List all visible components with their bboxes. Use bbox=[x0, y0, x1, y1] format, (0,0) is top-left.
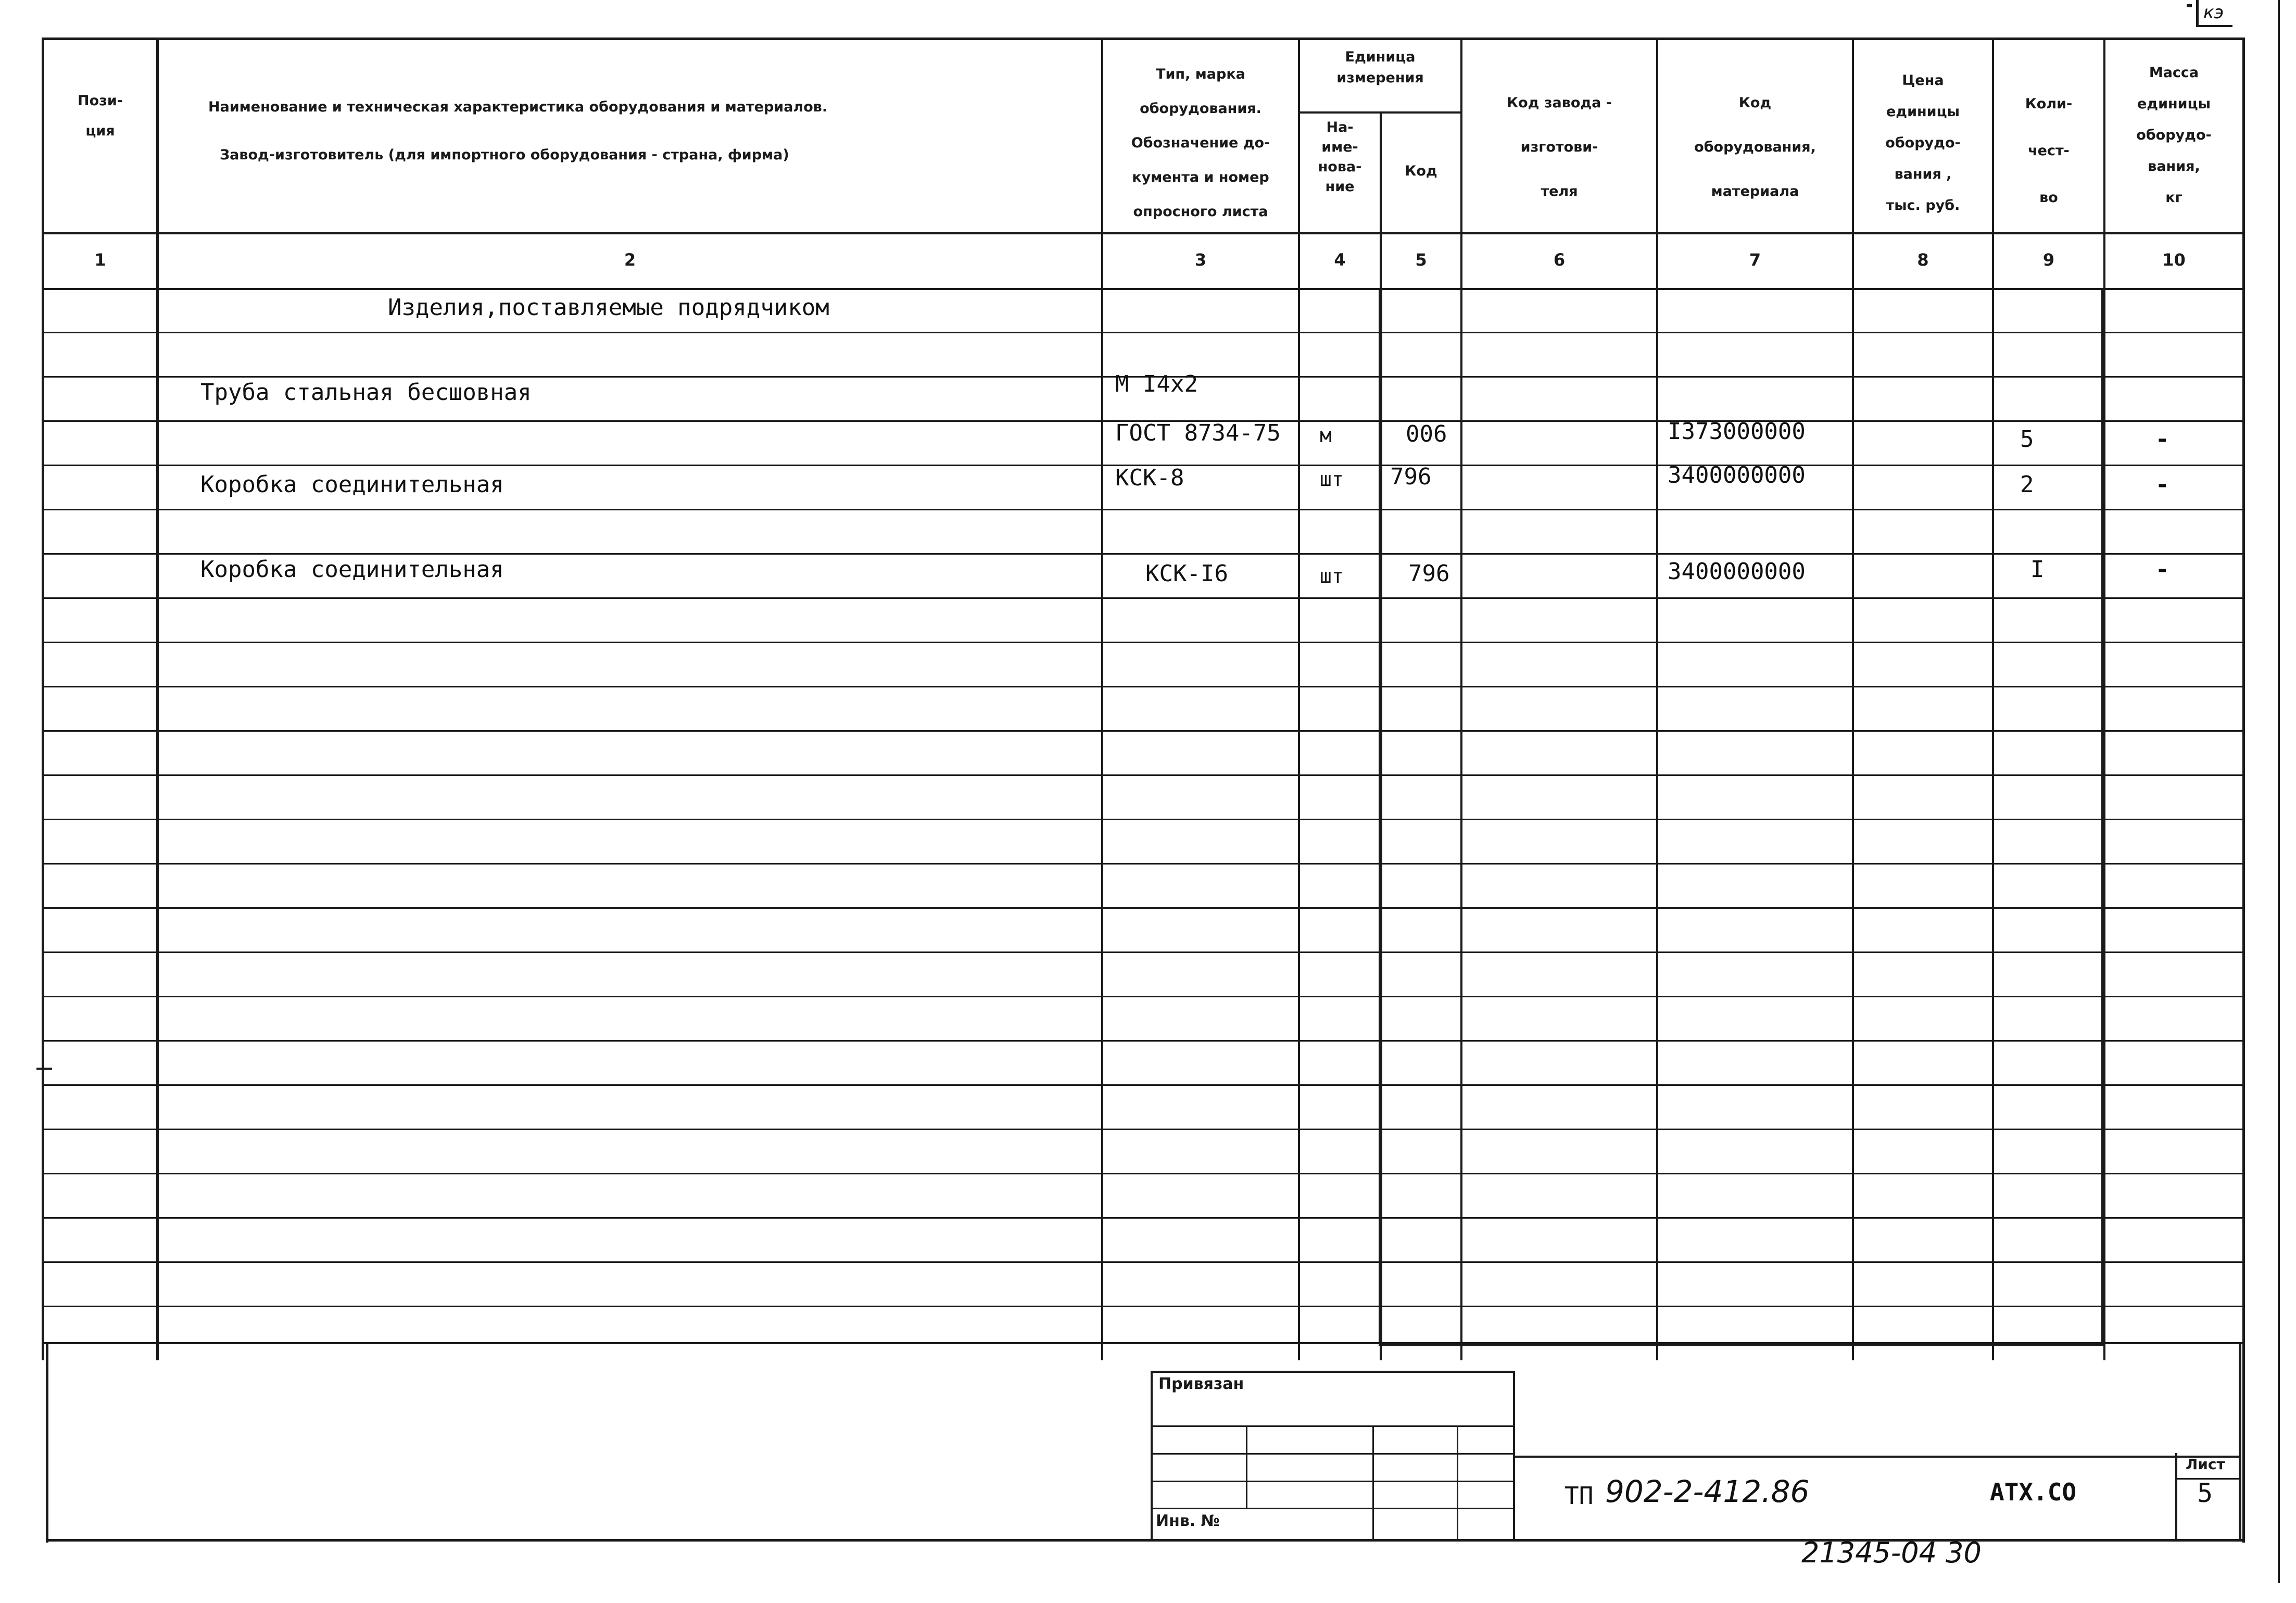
item-quantity: 2 bbox=[2020, 471, 2034, 498]
sheet-label: Лист bbox=[2186, 1456, 2225, 1473]
header-position: Пози- ция bbox=[78, 93, 123, 139]
header-equipment-code: Код оборудования, материала bbox=[1694, 95, 1816, 199]
column-number: 8 bbox=[1917, 250, 1929, 270]
column-number: 3 bbox=[1194, 250, 1207, 270]
header-mass: Масса единицы оборудо- вания, кг bbox=[2136, 65, 2212, 206]
item-mass: - bbox=[2155, 426, 2169, 453]
item-name: Коробка соединительная bbox=[200, 471, 504, 498]
header-type: Тип, марка оборудования. Обозначение до- кумента и номер опросного листа bbox=[1131, 66, 1270, 220]
column-number: 4 bbox=[1334, 250, 1346, 270]
footer-number: 21345-04 30 bbox=[1801, 1536, 1982, 1569]
item-equipment-code: I373000000 bbox=[1668, 418, 1806, 445]
doc-prefix: ТП bbox=[1565, 1482, 1594, 1510]
header-price: Цена единицы оборудо- вания , тыс. руб. bbox=[1885, 72, 1961, 214]
item-equipment-code: 3400000000 bbox=[1668, 558, 1806, 585]
header-unit-code: Код bbox=[1405, 163, 1437, 179]
item-unit-code: 006 bbox=[1406, 421, 1447, 447]
item-quantity: 5 bbox=[2020, 426, 2034, 453]
item-quantity: I bbox=[2030, 556, 2045, 583]
header-name: Наименование и техническая характеристика оборудования и материалов. Завод-изготовитель (для импортного оборудования - страна, фирма) bbox=[208, 99, 828, 163]
bound-label: Привязан bbox=[1158, 1375, 1244, 1393]
item-type: ГОСТ 8734-75 bbox=[1115, 420, 1281, 446]
column-number: 5 bbox=[1415, 250, 1427, 270]
header-unit: Единица измерения bbox=[1336, 49, 1424, 86]
item-unit-code: 796 bbox=[1390, 464, 1432, 490]
item-type: КСК-I6 bbox=[1145, 560, 1228, 587]
item-type: М I4х2 bbox=[1115, 371, 1198, 397]
column-number: 10 bbox=[2162, 250, 2186, 270]
column-number: 7 bbox=[1749, 250, 1761, 270]
item-type: КСК-8 bbox=[1115, 465, 1184, 491]
item-unit: м bbox=[1320, 424, 1332, 447]
header-factory-code: Код завода - изготови- теля bbox=[1507, 95, 1612, 199]
section-title: Изделия,поставляемые подрядчиком bbox=[388, 294, 829, 321]
column-number: 6 bbox=[1553, 250, 1566, 270]
item-mass: - bbox=[2155, 556, 2169, 583]
sheet-number: 5 bbox=[2197, 1478, 2213, 1508]
inventory-label: Инв. № bbox=[1156, 1512, 1220, 1530]
corner-mark: кэ bbox=[2203, 2, 2224, 23]
column-number: 2 bbox=[624, 250, 636, 270]
item-unit-code: 796 bbox=[1408, 560, 1450, 587]
header-quantity: Коли- чест- во bbox=[2025, 96, 2073, 206]
item-name: Коробка соединительная bbox=[200, 556, 504, 583]
item-equipment-code: 3400000000 bbox=[1668, 462, 1806, 489]
column-number: 1 bbox=[94, 250, 106, 270]
item-mass: - bbox=[2155, 471, 2169, 498]
doc-code: АТХ.СО bbox=[1990, 1478, 2077, 1506]
doc-number: 902-2-412.86 bbox=[1605, 1474, 1810, 1509]
item-unit: шт bbox=[1320, 565, 1344, 587]
item-name: Труба стальная бесшовная bbox=[200, 379, 532, 406]
header-unit-name: На- име- нова- ние bbox=[1318, 119, 1362, 195]
item-unit: шт bbox=[1320, 468, 1344, 491]
column-number: 9 bbox=[2042, 250, 2055, 270]
